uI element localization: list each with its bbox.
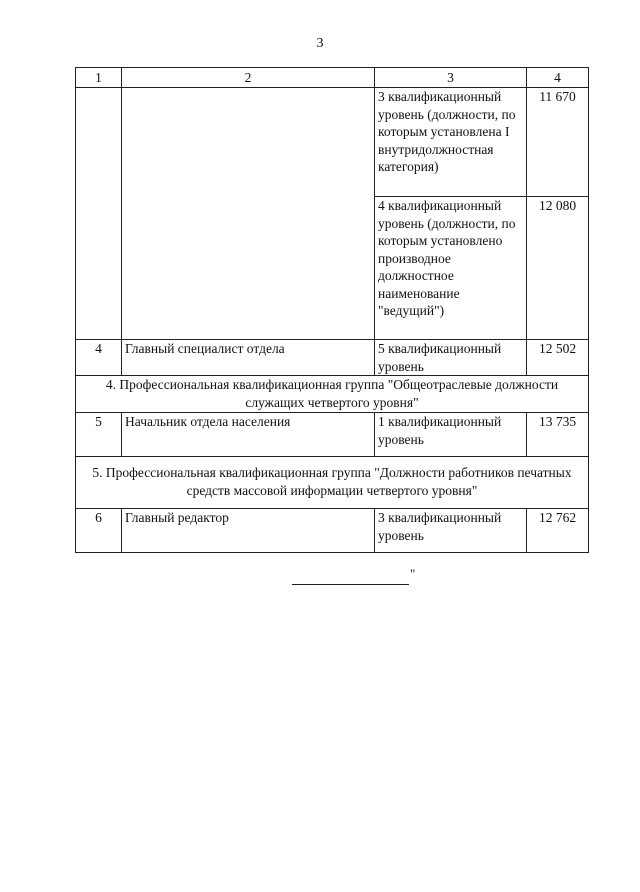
table-row xyxy=(76,509,589,553)
salary-cell: 12 080 xyxy=(527,197,589,340)
salary-cell: 12 762 xyxy=(527,509,589,553)
row-number-cell: 4 xyxy=(76,340,122,376)
closing-quote-mark: " xyxy=(410,566,416,581)
salary-cell: 11 670 xyxy=(527,88,589,197)
qualification-level-cell: 3 квалификационный уровень (должности, по которым установлена I внутридолжностная категория) xyxy=(375,88,527,197)
position-cell xyxy=(122,88,375,340)
position-cell: Начальник отдела населения xyxy=(122,413,375,457)
header-cell-4: 4 xyxy=(527,68,589,88)
group-5-title: 5. Профессиональная квалификационная группа "Должности работников печатных средств массовой информации четвертого уровня" xyxy=(76,457,589,509)
header-cell-1: 1 xyxy=(76,68,122,88)
table-header-row xyxy=(76,68,589,88)
position-cell: Главный специалист отдела xyxy=(122,340,375,376)
qualification-level-cell: 4 квалификационный уровень (должности, по которым установлено производное должностное наименование "ведущий") xyxy=(375,197,527,340)
group-heading-row xyxy=(76,376,589,413)
table-row xyxy=(76,413,589,457)
header-cell-3: 3 xyxy=(375,68,527,88)
group-4-title: 4. Профессиональная квалификационная группа "Общеотраслевые должности служащих четвертого уровня" xyxy=(76,376,589,413)
salary-cell: 12 502 xyxy=(527,340,589,376)
table-row xyxy=(76,88,589,197)
closing-underline xyxy=(292,569,409,585)
group-heading-row xyxy=(76,457,589,509)
salary-cell: 13 735 xyxy=(527,413,589,457)
row-number-cell: 6 xyxy=(76,509,122,553)
row-number-cell: 5 xyxy=(76,413,122,457)
closing-line xyxy=(292,566,416,585)
qualification-level-cell: 5 квалификационный уровень xyxy=(375,340,527,376)
header-cell-2: 2 xyxy=(122,68,375,88)
qualification-level-cell: 1 квалификационный уровень xyxy=(375,413,527,457)
table-row xyxy=(76,340,589,376)
row-number-cell xyxy=(76,88,122,340)
page-number: 3 xyxy=(316,36,324,51)
qualification-level-cell: 3 квалификационный уровень xyxy=(375,509,527,553)
position-cell: Главный редактор xyxy=(122,509,375,553)
salary-table xyxy=(75,67,589,553)
